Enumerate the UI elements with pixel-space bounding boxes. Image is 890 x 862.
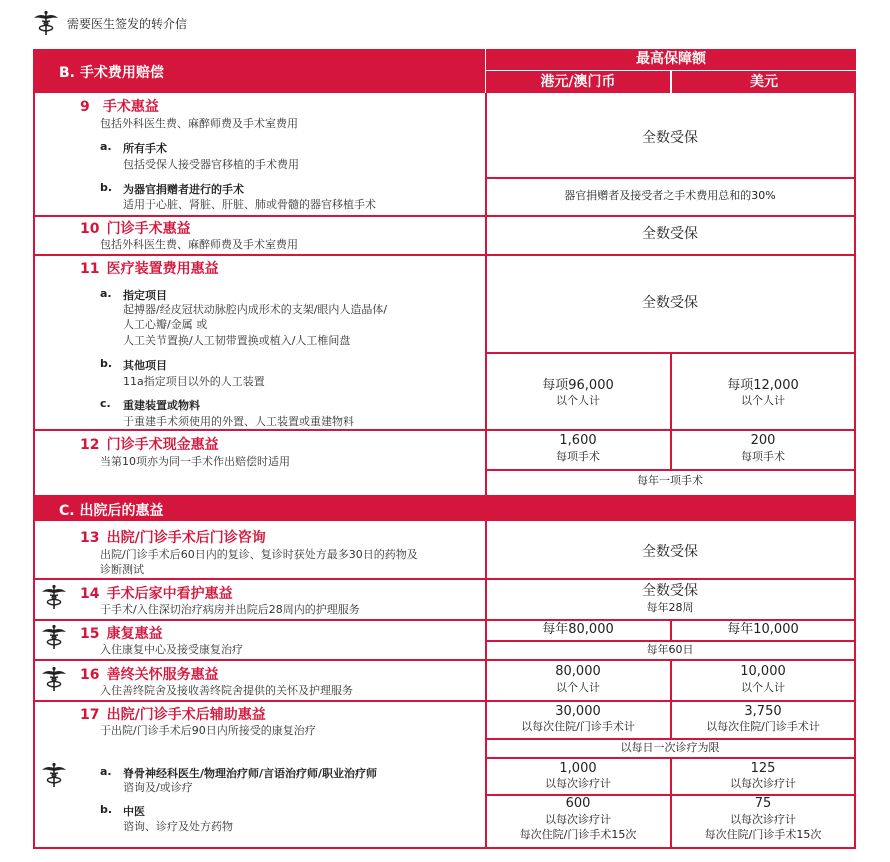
value-hkd-limit: 每次住院/门诊手术15次 bbox=[519, 828, 637, 841]
item-11 bbox=[80, 258, 219, 278]
item-title: 出院/门诊手术后门诊咨询 bbox=[106, 530, 266, 546]
item-number: 10 bbox=[80, 221, 100, 237]
sub-title: 为器官捐赠者进行的手术 bbox=[123, 183, 244, 196]
value-full-cover: 全数受保 bbox=[642, 226, 698, 242]
value-donor: 器官捐赠者及接受者之手术费用总和的30% bbox=[564, 189, 776, 202]
value-hkd: 30,000 bbox=[555, 704, 601, 719]
sub-label: a. bbox=[100, 765, 112, 778]
item-16 bbox=[80, 664, 219, 684]
value-hkd-basis: 以个人计 bbox=[556, 394, 600, 407]
value-usd: 125 bbox=[750, 761, 776, 776]
sub-desc: 起搏器/经皮冠状动脉腔内成形术的支架/眼内人造晶体/ bbox=[123, 303, 388, 316]
caduceus-icon bbox=[41, 666, 67, 692]
sub-desc: 谘询、诊疗及处方药物 bbox=[123, 820, 233, 833]
sub-title: 重建装置或物料 bbox=[123, 399, 200, 412]
item-title: 门诊手术现金惠益 bbox=[106, 437, 219, 453]
value-full-cover: 全数受保 bbox=[642, 583, 698, 599]
value-usd: 每项12,000 bbox=[727, 378, 799, 393]
sub-label: a. bbox=[100, 287, 112, 300]
sub-title: 所有手术 bbox=[123, 142, 167, 155]
item-10 bbox=[80, 218, 191, 238]
sub-desc: 于重建手术须使用的外置、人工装置或重建物料 bbox=[123, 415, 354, 428]
item-desc: 诊断测试 bbox=[100, 563, 144, 576]
section-b-header bbox=[33, 49, 485, 93]
col-usd-header: 美元 bbox=[672, 71, 856, 93]
item-title: 手术惠益 bbox=[102, 99, 159, 115]
item-number: 17 bbox=[80, 707, 100, 723]
item-15 bbox=[80, 623, 163, 643]
caduceus-icon bbox=[33, 10, 59, 36]
item-title: 康复惠益 bbox=[106, 626, 163, 642]
border-right bbox=[854, 93, 856, 495]
sub-label: b. bbox=[100, 181, 113, 194]
item-desc: 于手术/入住深切治疗病房并出院后28周内的护理服务 bbox=[100, 603, 360, 616]
caduceus-icon bbox=[41, 762, 67, 788]
value-usd-basis: 以每次住院/门诊手术计 bbox=[706, 720, 820, 733]
item-desc: 当第10项亦为同一手术作出赔偿时适用 bbox=[100, 455, 290, 468]
item-desc: 出院/门诊手术后60日内的复诊、复诊时获处方最多30日的药物及 bbox=[100, 548, 418, 561]
border-left bbox=[33, 521, 35, 849]
max-cover-header: 最高保障额 bbox=[486, 49, 856, 70]
section-c-header bbox=[33, 495, 856, 521]
value-usd: 10,000 bbox=[740, 664, 786, 679]
sub-label: b. bbox=[100, 357, 113, 370]
item-title: 善终关怀服务惠益 bbox=[106, 667, 219, 683]
item-number: 9 bbox=[80, 99, 90, 115]
divider bbox=[486, 640, 856, 642]
sub-label: a. bbox=[100, 140, 112, 153]
item-desc: 包括外科医生费、麻醉师费及手术室费用 bbox=[100, 238, 298, 251]
value-usd-basis: 每项手术 bbox=[741, 450, 785, 463]
value-shared: 每年60日 bbox=[646, 643, 694, 656]
item-12 bbox=[80, 434, 219, 454]
sub-desc: 适用于心脏、肾脏、肝脏、肺或骨髓的器官移植手术 bbox=[123, 198, 376, 211]
value-hkd-basis: 以每次诊疗计 bbox=[545, 777, 611, 790]
item-desc: 入住善终院舍及接收善终院舍提供的关怀及护理服务 bbox=[100, 684, 353, 697]
value-hkd-basis: 每项手术 bbox=[556, 450, 600, 463]
value-period: 每年28周 bbox=[646, 601, 694, 614]
caduceus-icon bbox=[41, 624, 67, 650]
value-usd: 75 bbox=[754, 796, 772, 811]
value-hkd-basis: 以每次诊疗计 bbox=[545, 813, 611, 826]
value-shared: 以每日一次诊疗为限 bbox=[620, 741, 720, 754]
item-desc: 于出院/门诊手术后90日内所接受的康复治疗 bbox=[100, 724, 316, 737]
item-title: 出院/门诊手术后辅助惠益 bbox=[106, 707, 266, 723]
divider bbox=[33, 578, 856, 580]
value-hkd: 1,000 bbox=[559, 761, 597, 776]
sub-desc: 包括受保人接受器官移植的手术费用 bbox=[123, 158, 299, 171]
divider bbox=[486, 738, 856, 740]
divider bbox=[33, 215, 856, 217]
value-hkd: 600 bbox=[565, 796, 591, 811]
sub-title: 中医 bbox=[123, 805, 145, 818]
value-hkd: 80,000 bbox=[555, 664, 601, 679]
value-usd-basis: 以个人计 bbox=[741, 681, 785, 694]
col-hkd-header: 港元/澳门币 bbox=[486, 71, 670, 93]
divider bbox=[486, 469, 856, 471]
sub-desc: 人工关节置换/人工韧带置换或植入/人工椎间盘 bbox=[123, 334, 351, 347]
item-number: 12 bbox=[80, 437, 100, 453]
value-full-cover: 全数受保 bbox=[642, 295, 698, 311]
value-full-cover: 全数受保 bbox=[642, 130, 698, 146]
value-shared: 每年一项手术 bbox=[637, 474, 703, 487]
divider bbox=[33, 700, 856, 702]
referral-note: 需要医生签发的转介信 bbox=[67, 17, 188, 31]
value-hkd: 每项96,000 bbox=[542, 378, 614, 393]
section-b-title: B. 手术费用赔偿 bbox=[59, 65, 164, 81]
sub-label: c. bbox=[100, 397, 111, 410]
item-title: 门诊手术惠益 bbox=[106, 221, 191, 237]
border-right bbox=[854, 521, 856, 849]
item-desc: 包括外科医生费、麻醉师费及手术室费用 bbox=[100, 117, 298, 130]
item-number: 14 bbox=[80, 586, 100, 602]
item-title: 医疗装置费用惠益 bbox=[106, 261, 219, 277]
section-c-title: C. 出院后的惠益 bbox=[59, 503, 164, 519]
sub-desc: 11a指定项目以外的人工装置 bbox=[123, 375, 265, 388]
item-13 bbox=[80, 527, 266, 547]
divider bbox=[33, 659, 856, 661]
value-hkd-basis: 以个人计 bbox=[556, 681, 600, 694]
value-usd: 200 bbox=[750, 433, 776, 448]
item-14 bbox=[80, 583, 233, 603]
sub-title: 指定项目 bbox=[123, 289, 167, 302]
item-number: 15 bbox=[80, 626, 100, 642]
value-hkd: 每年80,000 bbox=[542, 622, 614, 637]
sub-desc: 人工心瓣/金属 或 bbox=[123, 318, 208, 331]
sub-title: 其他项目 bbox=[123, 359, 167, 372]
item-9 bbox=[80, 96, 159, 116]
value-usd: 每年10,000 bbox=[727, 622, 799, 637]
item-number: 11 bbox=[80, 261, 100, 277]
value-usd-limit: 每次住院/门诊手术15次 bbox=[704, 828, 822, 841]
divider bbox=[33, 254, 856, 256]
sub-desc: 谘询及/或诊疗 bbox=[123, 781, 193, 794]
item-desc: 入住康复中心及接受康复治疗 bbox=[100, 643, 243, 656]
value-hkd-basis: 以每次住院/门诊手术计 bbox=[521, 720, 635, 733]
caduceus-icon bbox=[41, 584, 67, 610]
item-number: 13 bbox=[80, 530, 100, 546]
border-left bbox=[33, 93, 35, 495]
value-hkd: 1,600 bbox=[559, 433, 597, 448]
divider bbox=[33, 429, 856, 431]
divider bbox=[33, 619, 856, 621]
value-usd-basis: 以每次诊疗计 bbox=[730, 777, 796, 790]
item-number: 16 bbox=[80, 667, 100, 683]
divider bbox=[33, 847, 856, 849]
value-usd: 3,750 bbox=[744, 704, 782, 719]
value-usd-basis: 以个人计 bbox=[741, 394, 785, 407]
divider bbox=[486, 177, 856, 179]
value-usd-basis: 以每次诊疗计 bbox=[730, 813, 796, 826]
sub-title: 脊骨神经科医生/物理治疗师/言语治疗师/职业治疗师 bbox=[123, 767, 378, 780]
value-full-cover: 全数受保 bbox=[642, 544, 698, 560]
item-title: 手术后家中看护惠益 bbox=[106, 586, 233, 602]
sub-label: b. bbox=[100, 803, 113, 816]
item-17 bbox=[80, 704, 266, 724]
